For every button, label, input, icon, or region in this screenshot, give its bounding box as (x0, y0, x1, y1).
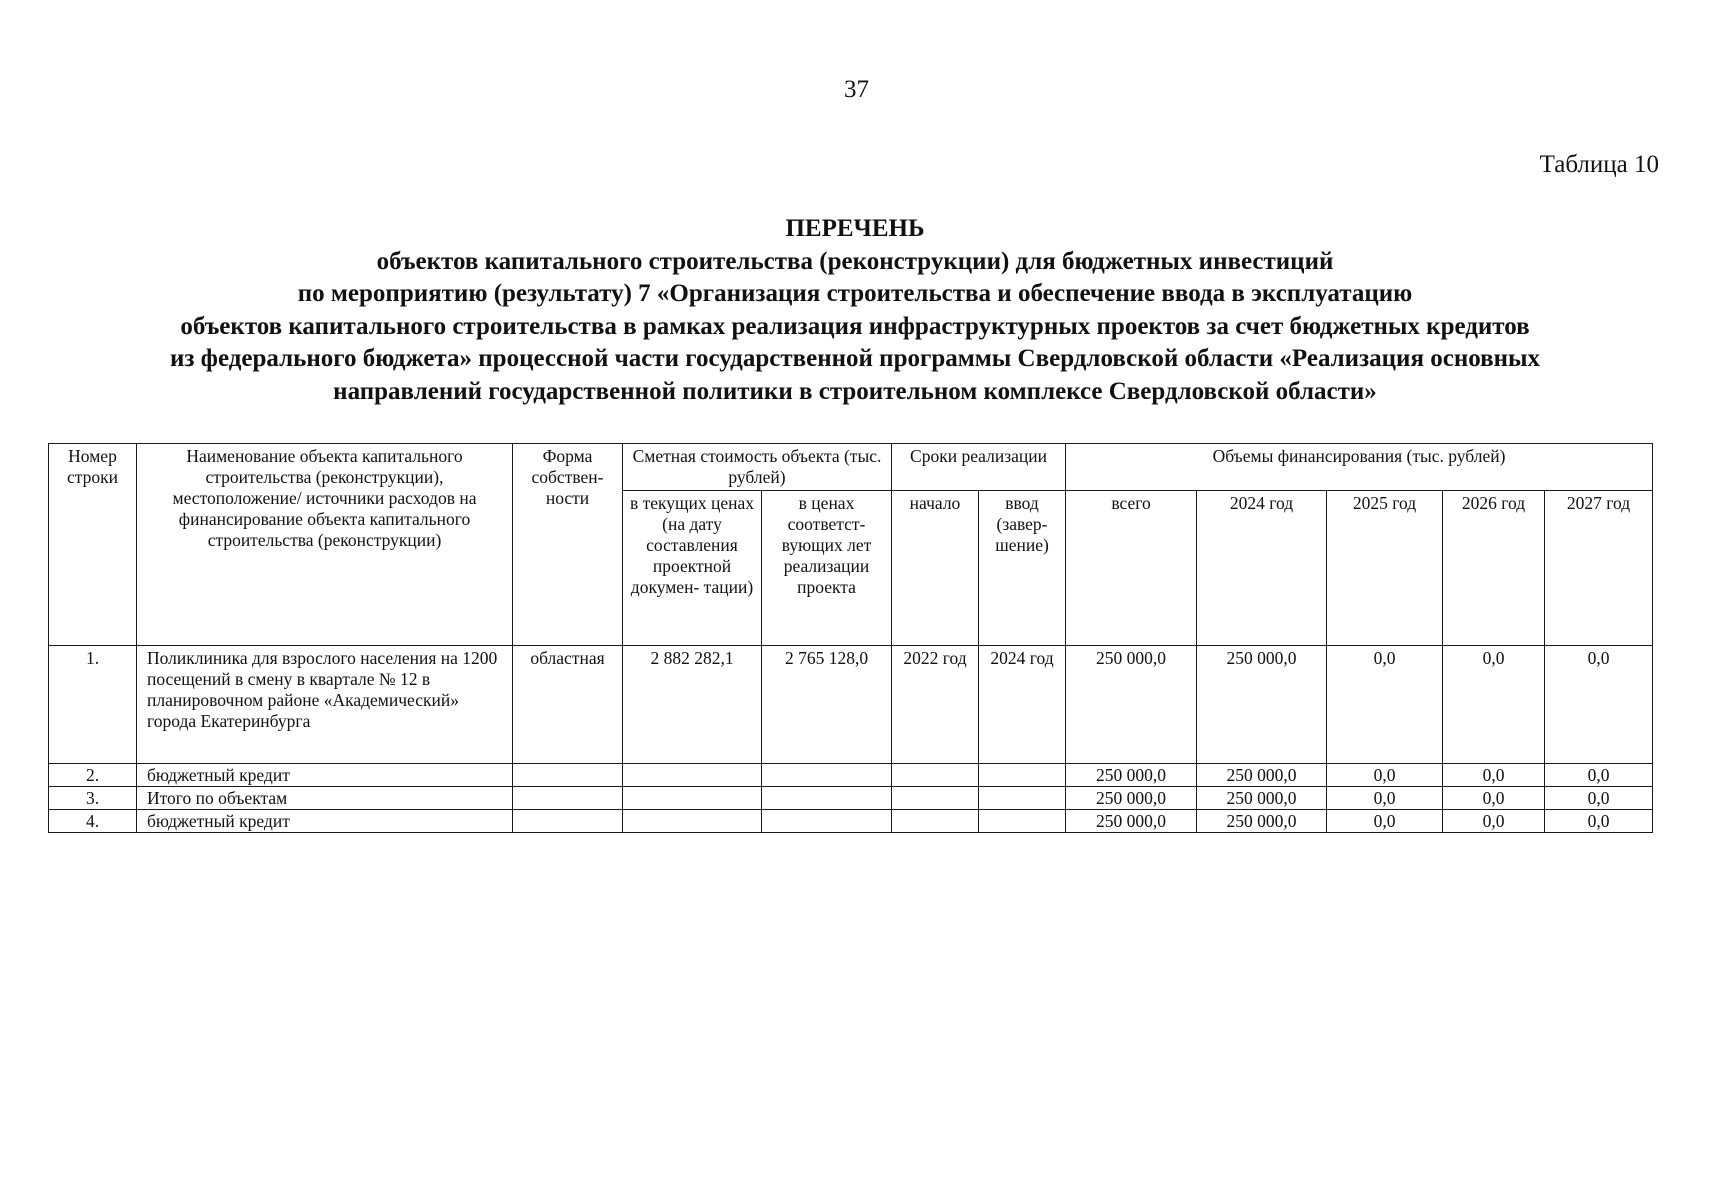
value-2025: 0,0 (1327, 764, 1443, 787)
header-terms: Сроки реализации (892, 444, 1066, 491)
heading-line: объектов капитального строительства в рамках реализация инфраструктурных проектов за счет бюджетных кредитов (180, 312, 1530, 340)
value-2024: 250 000,0 (1197, 646, 1327, 764)
value-2027: 0,0 (1545, 646, 1653, 764)
value-2027: 0,0 (1545, 764, 1653, 787)
value-2027: 0,0 (1545, 810, 1653, 833)
table-row (49, 810, 1653, 833)
header-cost-years: в ценах соответст- вующих лет реализации проекта (762, 491, 892, 646)
total: 250 000,0 (1066, 646, 1197, 764)
capital-construction-table (48, 443, 1653, 833)
value-2027: 0,0 (1545, 787, 1653, 810)
header-cost-current: в текущих ценах (на дату составления проектной докумен- тации) (623, 491, 762, 646)
header-object-name: Наименование объекта капитального строительства (реконструкции), местоположение/ источники расходов на финансирование объекта капитального строительства (реконструкции) (137, 444, 513, 646)
row-number: 4. (49, 810, 137, 833)
object-name: Итого по объектам (137, 787, 513, 810)
row-number: 2. (49, 764, 137, 787)
cost-current: 2 882 282,1 (623, 646, 762, 764)
value-2025: 0,0 (1327, 646, 1443, 764)
document-heading (40, 213, 1670, 408)
end-year (979, 787, 1066, 810)
start-year (892, 810, 979, 833)
object-name: бюджетный кредит (137, 810, 513, 833)
table-row (49, 646, 1653, 764)
table-label: Таблица 10 (1539, 151, 1659, 178)
heading-line: ПЕРЕЧЕНЬ (785, 215, 925, 242)
cost-current (623, 764, 762, 787)
total: 250 000,0 (1066, 764, 1197, 787)
end-year: 2024 год (979, 646, 1066, 764)
heading-line: направлений государственной политики в строительном комплексе Свердловской области» (333, 377, 1377, 405)
header-2025: 2025 год (1327, 491, 1443, 646)
header-2027: 2027 год (1545, 491, 1653, 646)
header-ownership: Форма собствен- ности (513, 444, 623, 646)
header-2024: 2024 год (1197, 491, 1327, 646)
page-number: 37 (844, 76, 869, 103)
value-2025: 0,0 (1327, 787, 1443, 810)
value-2026: 0,0 (1443, 787, 1545, 810)
value-2026: 0,0 (1443, 646, 1545, 764)
table-row (49, 787, 1653, 810)
value-2025: 0,0 (1327, 810, 1443, 833)
cost-years (762, 787, 892, 810)
ownership (513, 764, 623, 787)
total: 250 000,0 (1066, 810, 1197, 833)
header-2026: 2026 год (1443, 491, 1545, 646)
cost-current (623, 810, 762, 833)
value-2024: 250 000,0 (1197, 787, 1327, 810)
header-estimated-cost: Сметная стоимость объекта (тыс. рублей) (623, 444, 892, 491)
end-year (979, 810, 1066, 833)
header-financing: Объемы финансирования (тыс. рублей) (1066, 444, 1653, 491)
object-name: Поликлиника для взрослого населения на 1200 посещений в смену в квартале № 12 в планировочном районе «Академический» города Екатеринбурга (137, 646, 513, 764)
ownership: областная (513, 646, 623, 764)
heading-line: по мероприятию (результату) 7 «Организация строительства и обеспечение ввода в эксплуатацию (297, 280, 1413, 307)
heading-line: объектов капитального строительства (реконструкции) для бюджетных инвестиций (376, 247, 1334, 275)
row-number: 1. (49, 646, 137, 764)
value-2024: 250 000,0 (1197, 764, 1327, 787)
start-year (892, 764, 979, 787)
ownership (513, 787, 623, 810)
header-start: начало (892, 491, 979, 646)
ownership (513, 810, 623, 833)
header-row-number: Номер строки (49, 444, 137, 646)
cost-years (762, 810, 892, 833)
cost-current (623, 787, 762, 810)
start-year (892, 787, 979, 810)
cost-years: 2 765 128,0 (762, 646, 892, 764)
header-end: ввод (завер- шение) (979, 491, 1066, 646)
start-year: 2022 год (892, 646, 979, 764)
heading-line: из федерального бюджета» процессной части государственной программы Свердловской области «Реализация основных (169, 345, 1541, 372)
value-2026: 0,0 (1443, 810, 1545, 833)
row-number: 3. (49, 787, 137, 810)
header-total: всего (1066, 491, 1197, 646)
object-name: бюджетный кредит (137, 764, 513, 787)
total: 250 000,0 (1066, 787, 1197, 810)
cost-years (762, 764, 892, 787)
value-2024: 250 000,0 (1197, 810, 1327, 833)
value-2026: 0,0 (1443, 764, 1545, 787)
end-year (979, 764, 1066, 787)
table-row (49, 764, 1653, 787)
